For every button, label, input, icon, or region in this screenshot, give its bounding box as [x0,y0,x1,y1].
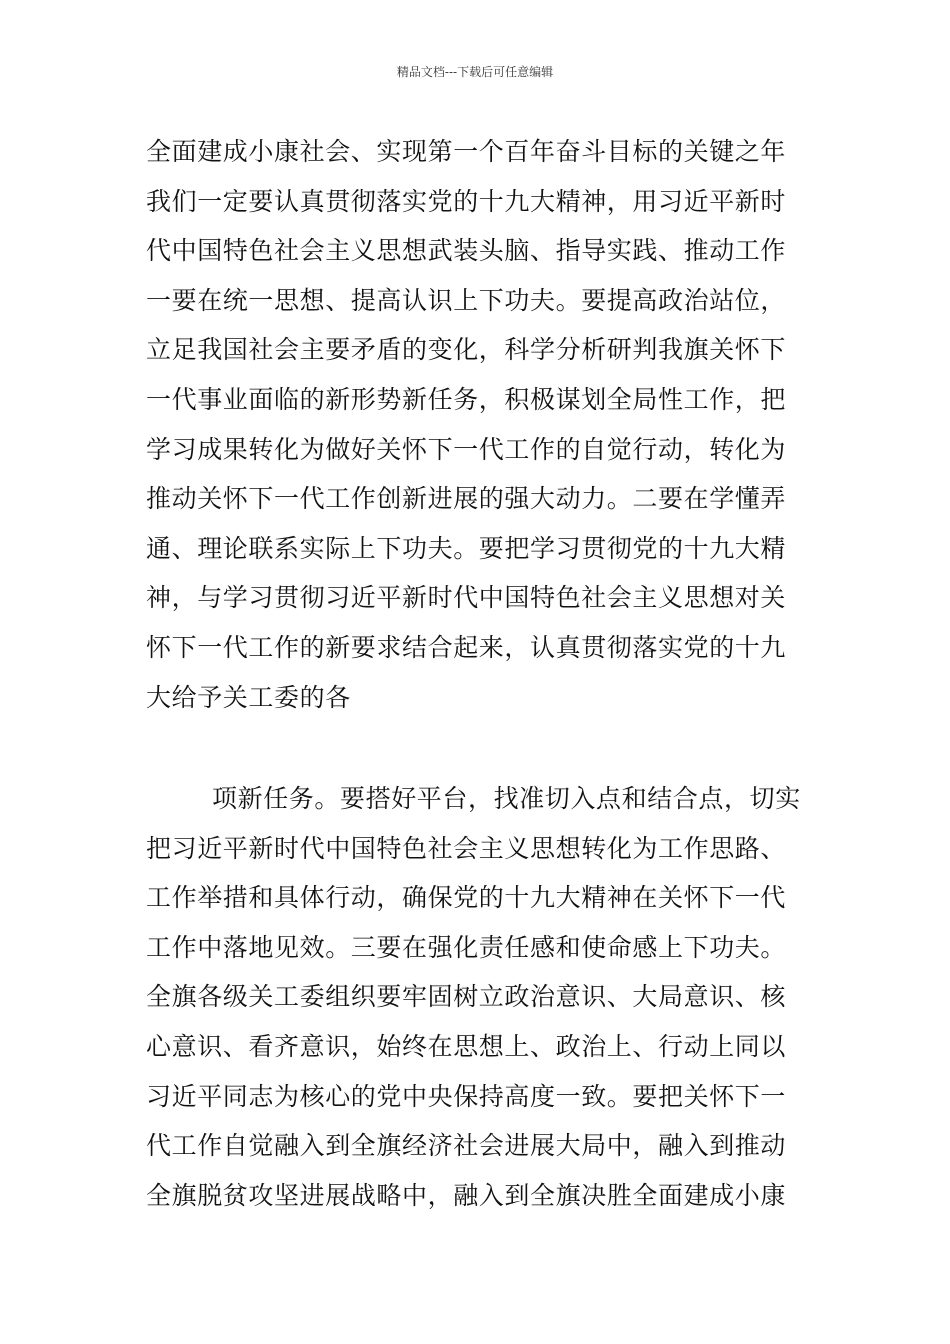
text-line: 神，与学习贯彻习近平新时代中国特色社会主义思想对关 [146,583,787,613]
text-line: 怀下一代工作的新要求结合起来，认真贯彻落实党的十九 [146,632,787,662]
paragraph-2 [146,774,816,1220]
paragraph-1 [146,127,816,722]
text-line: 立足我国社会主要矛盾的变化，科学分析研判我旗关怀下 [146,335,787,365]
text-line: 全面建成小康社会、实现第一个百年奋斗目标的关键之年 [146,137,787,166]
text-line: 通、理论联系实际上下功夫。要把学习贯彻党的十九大精 [146,533,787,563]
text-line: 代中国特色社会主义思想武装头脑、指导实践、推动工作 [146,236,787,266]
text-line: 大给予关工委的各 [146,682,351,712]
text-line: 习近平同志为核心的党中央保持高度一致。要把关怀下一 [146,1081,787,1111]
text-line: 代工作自觉融入到全旗经济社会进展大局中，融入到推动 [146,1131,787,1161]
text-line: 一代事业面临的新形势新任务，积极谋划全局性工作，把 [146,384,787,414]
text-line: 我们一定要认真贯彻落实党的十九大精神，用习近平新时 [146,186,787,216]
text-line: 心意识、看齐意识，始终在思想上、政治上、行动上同以 [146,1031,787,1061]
text-line: 全旗脱贫攻坚进展战略中，融入到全旗决胜全面建成小康 [146,1180,787,1210]
text-line: 学习成果转化为做好关怀下一代工作的自觉行动，转化为 [146,434,787,464]
text-line: 全旗各级关工委组织要牢固树立政治意识、大局意识、核 [146,982,787,1012]
text-line: 工作举措和具体行动，确保党的十九大精神在关怀下一代 [146,883,787,913]
text-line: 工作中落地见效。三要在强化责任感和使命感上下功夫。 [146,932,787,962]
page-header: 精品文档---下载后可任意编辑 [396,65,554,79]
text-line: 推动关怀下一代工作创新进展的强大动力。二要在学懂弄 [146,484,787,514]
text-line: 一要在统一思想、提高认识上下功夫。要提高政治站位， [146,285,787,315]
text-line: 把习近平新时代中国特色社会主义思想转化为工作思路、 [146,833,787,863]
text-line-indented: 项新任务。要搭好平台，找准切入点和结合点，切实 [212,784,801,813]
